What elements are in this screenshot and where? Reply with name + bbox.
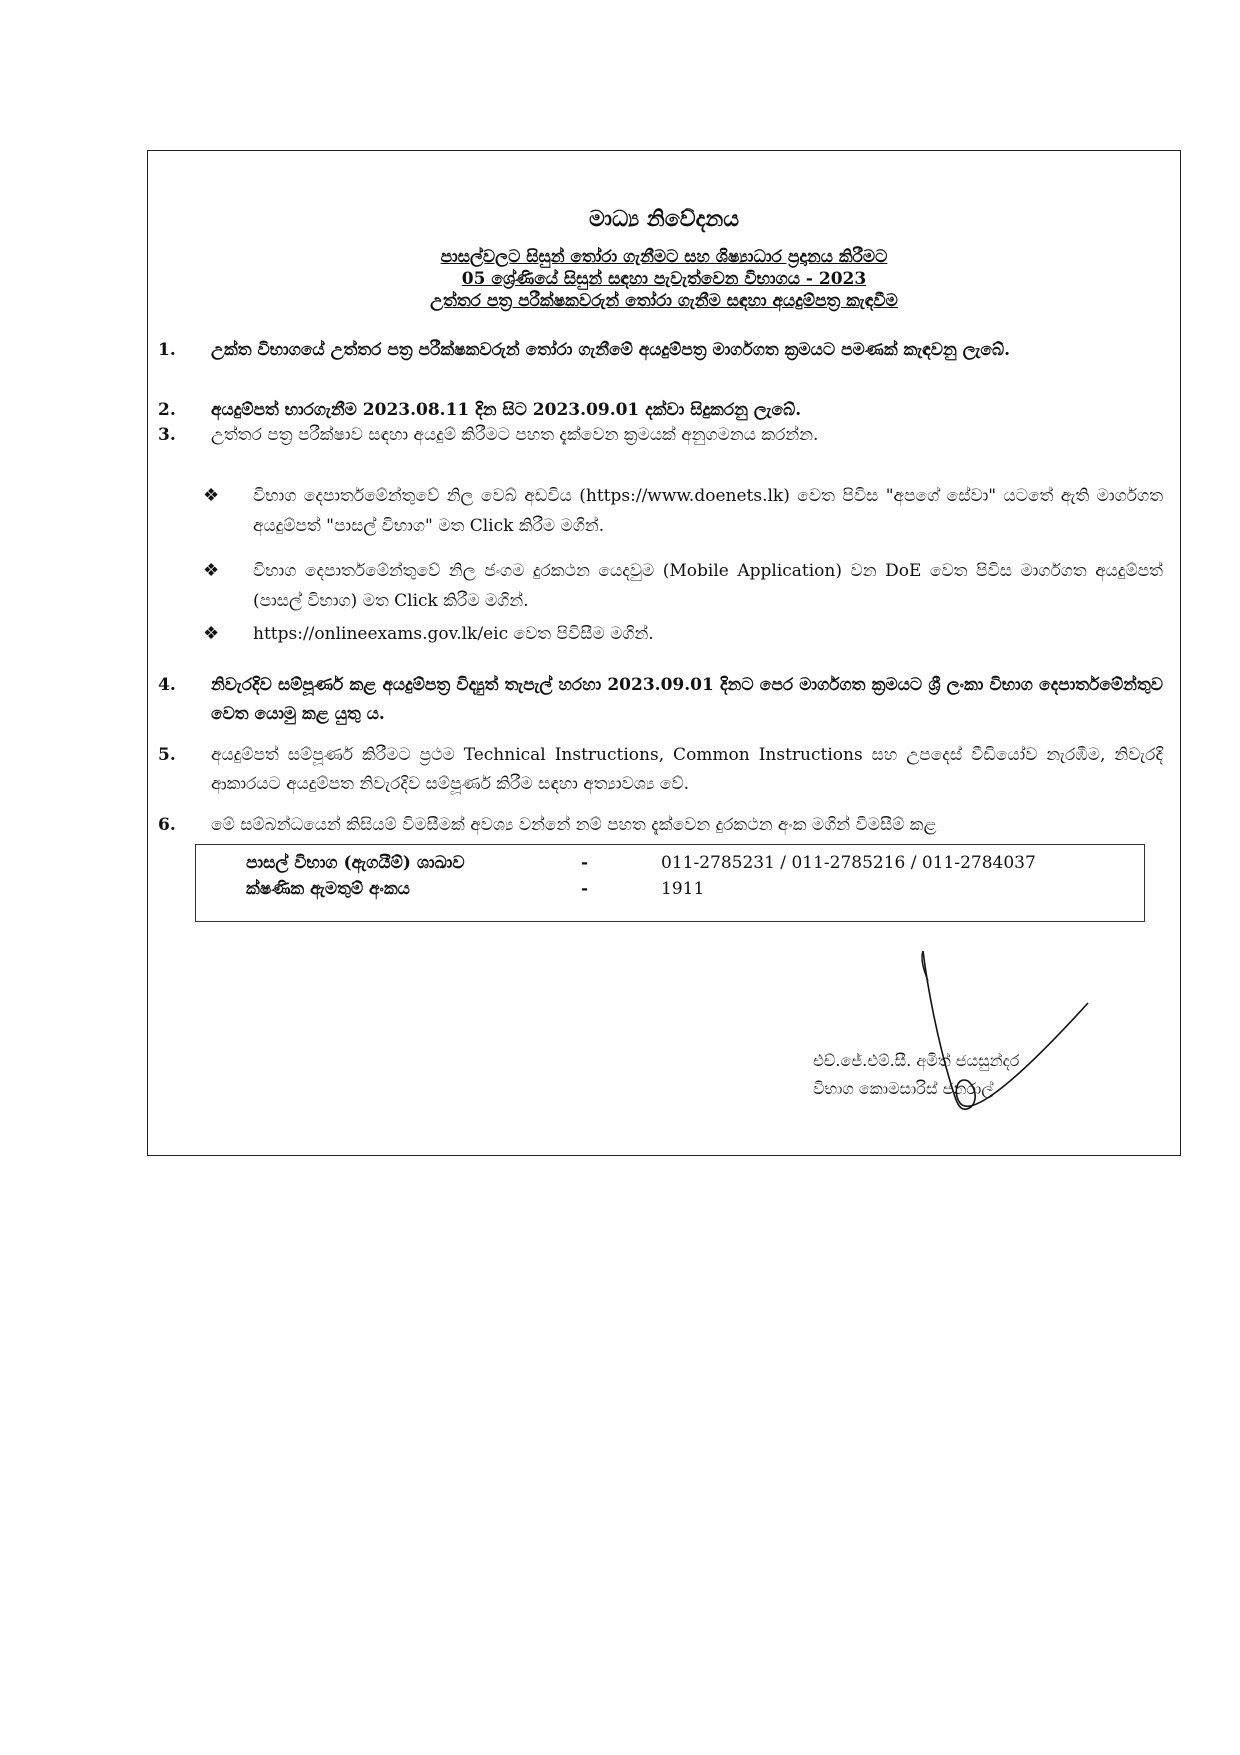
contact-value: 1911 — [661, 879, 705, 899]
item-1 — [158, 336, 1163, 394]
item-text: අයදුම්පත් භාරගැනීම 2023.08.11 දින සිට 2023.09.01 දක්වා සිදුකරනු ලැබේ. — [211, 400, 802, 420]
contact-row — [196, 853, 1144, 879]
item-5 — [158, 741, 1163, 799]
contact-value: 011-2785231 / 011-2785216 / 011-2784037 — [661, 853, 1036, 873]
signer-name: එච්.ජේ.එම්.සී. අමිත් ජයසුන්දර — [813, 1051, 1020, 1070]
contact-dash: - — [581, 853, 589, 873]
item-number: 4. — [158, 675, 176, 695]
item-number: 5. — [158, 745, 176, 765]
bullet-website — [203, 481, 1163, 541]
item-text: උත්තර පත්‍ර පරීක්ෂාව සඳහා අයදුම් කිරීමට පහත දැක්වෙන ක්‍රමයක් අනුගමනය කරන්න. — [211, 425, 819, 445]
notice-title: මාධ්‍ය නිවේදනය — [588, 206, 740, 232]
item-number: 1. — [158, 340, 176, 360]
notice-frame — [147, 150, 1181, 1156]
contact-dash: - — [581, 879, 589, 899]
diamond-bullet-icon: ❖ — [203, 623, 220, 644]
signer-designation: විභාග කොමසාරිස් ජනරාල් — [813, 1079, 994, 1098]
contact-label: ක්ෂණික ඇමතුම් අංකය — [246, 879, 410, 899]
diamond-bullet-icon: ❖ — [203, 560, 220, 581]
diamond-bullet-icon: ❖ — [203, 485, 220, 506]
contact-box — [195, 844, 1145, 922]
item-number: 3. — [158, 425, 176, 445]
subtitle-line-2: 05 ශ්‍රේණියේ සිසුන් සඳහා පැවැත්වෙන විභාගය - 2023 — [461, 269, 867, 289]
subtitle-line-1: පාසල්වලට සිසුන් තෝරා ගැනීමට සහ ශිෂ්‍යාධාර ප්‍රදානය කිරීමට — [440, 247, 888, 267]
item-text: නිවැරදිව සම්පූර්ණ කළ අයදුම්පත්‍ර විද්‍යුත් තැපැල් හරහා 2023.09.01 දිනට පෙර මාර්ගගත ක්‍රමයට ශ්‍රී ලංකා විභාග දෙපාර්තමේන්තුව වෙත යොමු කළ යුතු ය. — [211, 675, 1163, 724]
contact-label: පාසල් විභාග (ඇගයීම්) ශාඛාව — [246, 853, 465, 873]
item-6 — [158, 811, 1163, 840]
item-4 — [158, 671, 1163, 729]
item-number: 6. — [158, 815, 176, 835]
bullet-text: විභාග දෙපාර්තමේන්තුවේ නිල වෙබ් අඩවිය (https://www.doenets.lk) වෙත පිවිස "අපගේ සේවා" යටතේ ඇති මාර්ගගත අයදුම්පත් "පාසල් විභාග" මත Click කිරීම මගින්. — [253, 486, 1163, 536]
bullet-online-exams — [203, 619, 1163, 649]
item-number: 2. — [158, 400, 176, 420]
item-text: අයදුම්පත් සම්පූර්ණ කිරීමට ප්‍රථම Technical Instructions, Common Instructions සහ උපදෙස් වීඩියෝව නැරඹීම, නිවැරදි ආකාරයට අයදුම්පත නිවැරදිව සම්පූර්ණ කිරීම සඳහා අත්‍යාවශ්‍ය වේ. — [211, 745, 1163, 794]
signature — [848, 931, 1148, 1151]
item-3 — [158, 421, 1163, 450]
item-text: මේ සම්බන්ධයෙන් කිසියම් විමසීමක් අවශ්‍ය වන්නේ නම් පහත දැක්වෙන දුරකථන අංක මගින් විමසීම් කළ — [211, 815, 937, 835]
bullet-text: https://onlineexams.gov.lk/eic වෙත පිවිසීම මගින්. — [253, 624, 654, 644]
item-text: උක්ත විභාගයේ උත්තර පත්‍ර පරීක්ෂකවරුන් තෝරා ගැනීමේ අයදුම්පත්‍ර මාර්ගගත ක්‍රමයට පමණක් කැඳවනු ලැබේ. — [211, 340, 1011, 360]
contact-row — [196, 879, 1144, 905]
bullet-mobile-app — [203, 556, 1163, 616]
bullet-text: විභාග දෙපාර්තමේන්තුවේ නිල ජංගම දුරකථන යෙදවුම (Mobile Application) වන DoE වෙත පිවිස මාර්ගගත අයදුම්පත් (පාසල් විභාග) මත Click කිරීම මගින්. — [253, 561, 1163, 611]
subtitle-line-3: උත්තර පත්‍ර පරීක්ෂකවරුන් තෝරා ගැනීම සඳහා අයදුම්පත්‍ර කැඳවීම — [430, 291, 898, 311]
